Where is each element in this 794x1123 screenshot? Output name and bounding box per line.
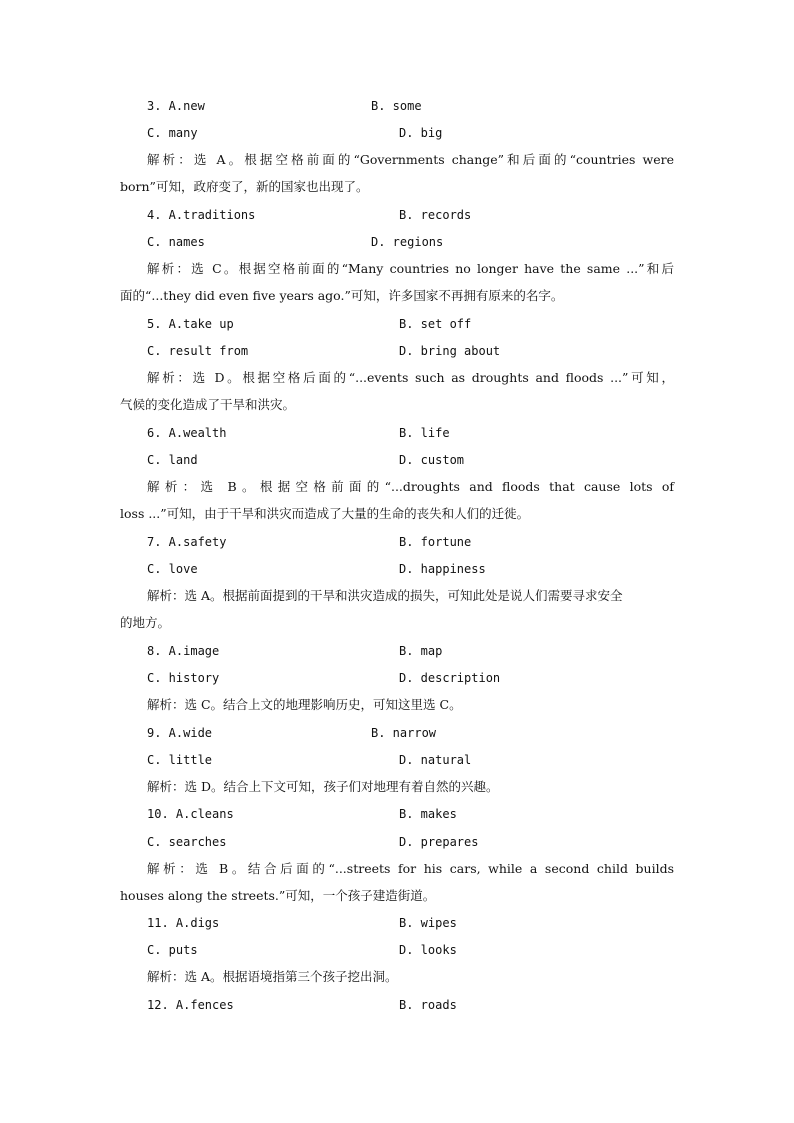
option-a: 11. A.digs [147, 916, 220, 930]
explanation-line: houses along the streets.”可知，一个孩子建造街道。 [120, 888, 436, 903]
option-d: D. big [399, 126, 443, 140]
explanation-line: loss ...”可知，由于干旱和洪灾而造成了大量的生命的丧失和人们的迁徙。 [120, 506, 530, 521]
explanation-line: 解析：选 A。根据空格前面的“Governments change”和后面的“countries were [147, 152, 674, 167]
option-c: C. searches [147, 835, 227, 849]
explanation-line: 面的“...they did even five years ago.”可知，许多国家不再拥有原来的名字。 [120, 288, 564, 303]
option-d: D. description [399, 671, 501, 685]
explanation-line: born”可知，政府变了，新的国家也出现了。 [120, 179, 369, 194]
explanation-line: 解析：选 D。结合上下文可知，孩子们对地理有着自然的兴趣。 [147, 779, 499, 794]
option-c: C. little [147, 753, 213, 767]
option-a: 12. A.fences [147, 998, 234, 1012]
option-d: D. happiness [399, 562, 486, 576]
explanation-line: 解析：选 C。根据空格前面的“Many countries no longer have the same ...”和后 [147, 261, 674, 276]
explanation-line: 解析：选 D。根据空格后面的“...events such as droughts and floods ...”可知， [147, 370, 674, 385]
option-a: 3. A.new [147, 99, 205, 113]
option-b: B. roads [399, 998, 457, 1012]
option-a: 5. A.take up [147, 317, 234, 331]
option-b: B. fortune [399, 535, 472, 549]
explanation-line: 解析：选 B。根据空格前面的“...droughts and floods that cause lots of [147, 479, 674, 494]
option-d: D. regions [371, 235, 444, 249]
explanation-line: 解析：选 B。结合后面的“...streets for his cars, while a second child builds [147, 861, 674, 876]
option-c: C. many [147, 126, 198, 140]
option-c: C. love [147, 562, 198, 576]
explanation-line: 解析：选 A。根据前面提到的干旱和洪灾造成的损失，可知此处是说人们需要寻求安全 [147, 588, 623, 603]
option-a: 8. A.image [147, 644, 220, 658]
explanation-line: 气候的变化造成了干旱和洪灾。 [120, 397, 296, 412]
explanation-line: 的地方。 [120, 615, 171, 630]
option-b: B. set off [399, 317, 472, 331]
option-a: 6. A.wealth [147, 426, 227, 440]
explanation-line: 解析：选 C。结合上文的地理影响历史，可知这里选 C。 [147, 697, 462, 712]
option-c: C. result from [147, 344, 249, 358]
option-b: B. some [371, 99, 422, 113]
option-d: D. prepares [399, 835, 479, 849]
option-d: D. bring about [399, 344, 501, 358]
option-d: D. looks [399, 943, 457, 957]
option-b: B. narrow [371, 726, 437, 740]
option-b: B. makes [399, 807, 457, 821]
option-c: C. puts [147, 943, 198, 957]
option-d: D. natural [399, 753, 472, 767]
option-a: 4. A.traditions [147, 208, 256, 222]
option-c: C. history [147, 671, 220, 685]
option-b: B. map [399, 644, 443, 658]
option-a: 9. A.wide [147, 726, 213, 740]
option-c: C. land [147, 453, 198, 467]
option-b: B. records [399, 208, 472, 222]
option-d: D. custom [399, 453, 465, 467]
option-b: B. life [399, 426, 450, 440]
explanation-line: 解析：选 A。根据语境指第三个孩子挖出洞。 [147, 969, 398, 984]
option-a: 10. A.cleans [147, 807, 234, 821]
option-b: B. wipes [399, 916, 457, 930]
option-a: 7. A.safety [147, 535, 227, 549]
option-c: C. names [147, 235, 205, 249]
